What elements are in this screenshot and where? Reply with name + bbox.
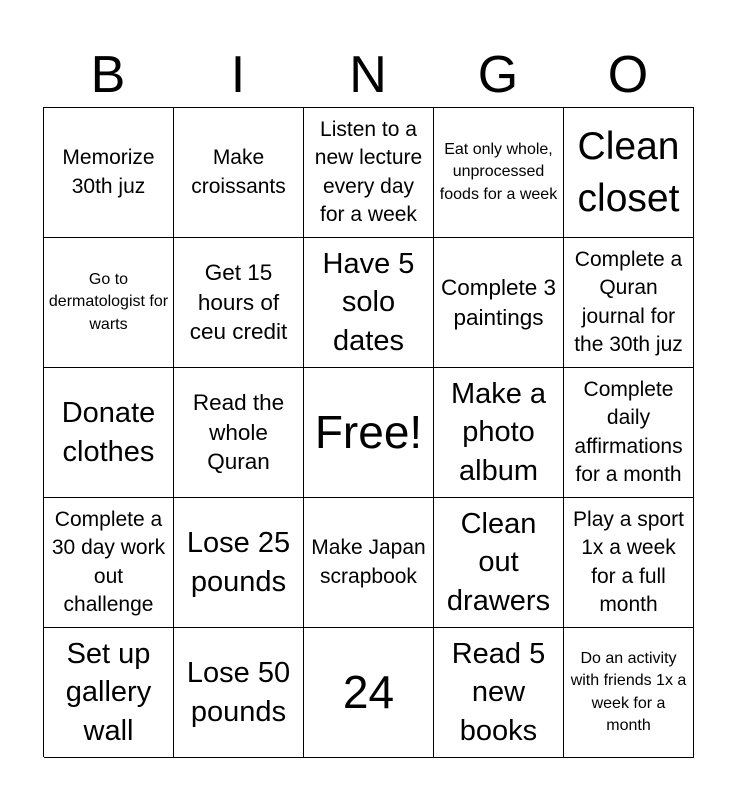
bingo-cell-r3c2[interactable]: Read the whole Quran — [174, 368, 304, 498]
bingo-cell-r2c3[interactable]: Have 5 solo dates — [304, 238, 434, 368]
bingo-cell-r3c4[interactable]: Make a photo album — [434, 368, 564, 498]
bingo-cell-r5c5[interactable]: Do an activity with friends 1x a week for a month — [564, 628, 694, 758]
bingo-cell-r1c4[interactable]: Eat only whole, unprocessed foods for a week — [434, 108, 564, 238]
bingo-cell-r2c5[interactable]: Complete a Quran journal for the 30th juz — [564, 238, 694, 368]
bingo-cell-r1c3[interactable]: Listen to a new lecture every day for a week — [304, 108, 434, 238]
header-letter-n: N — [349, 46, 387, 104]
bingo-cell-r4c4[interactable]: Clean out drawers — [434, 498, 564, 628]
bingo-cell-r4c3[interactable]: Make Japan scrapbook — [304, 498, 434, 628]
header-letter-g: G — [477, 46, 519, 104]
bingo-cell-r2c2[interactable]: Get 15 hours of ceu credit — [174, 238, 304, 368]
bingo-cell-r5c4[interactable]: Read 5 new books — [434, 628, 564, 758]
bingo-header — [43, 44, 693, 106]
header-letter-i: I — [230, 46, 246, 104]
bingo-cell-r3c5[interactable]: Complete daily affirmations for a month — [564, 368, 694, 498]
bingo-cell-free[interactable]: Free! — [304, 368, 434, 498]
bingo-cell-r1c5[interactable]: Clean closet — [564, 108, 694, 238]
bingo-cell-r4c1[interactable]: Complete a 30 day work out challenge — [44, 498, 174, 628]
bingo-cell-r2c4[interactable]: Complete 3 paintings — [434, 238, 564, 368]
bingo-cell-r5c2[interactable]: Lose 50 pounds — [174, 628, 304, 758]
bingo-cell-r1c2[interactable]: Make croissants — [174, 108, 304, 238]
header-letter-o: O — [607, 46, 649, 104]
header-letter-b: B — [90, 46, 126, 104]
bingo-cell-r5c3[interactable]: 24 — [304, 628, 434, 758]
bingo-cell-r2c1[interactable]: Go to dermatologist for warts — [44, 238, 174, 368]
bingo-cell-r5c1[interactable]: Set up gallery wall — [44, 628, 174, 758]
bingo-board — [43, 107, 694, 757]
bingo-cell-r4c2[interactable]: Lose 25 pounds — [174, 498, 304, 628]
bingo-cell-r3c1[interactable]: Donate clothes — [44, 368, 174, 498]
bingo-cell-r1c1[interactable]: Memorize 30th juz — [44, 108, 174, 238]
bingo-cell-r4c5[interactable]: Play a sport 1x a week for a full month — [564, 498, 694, 628]
